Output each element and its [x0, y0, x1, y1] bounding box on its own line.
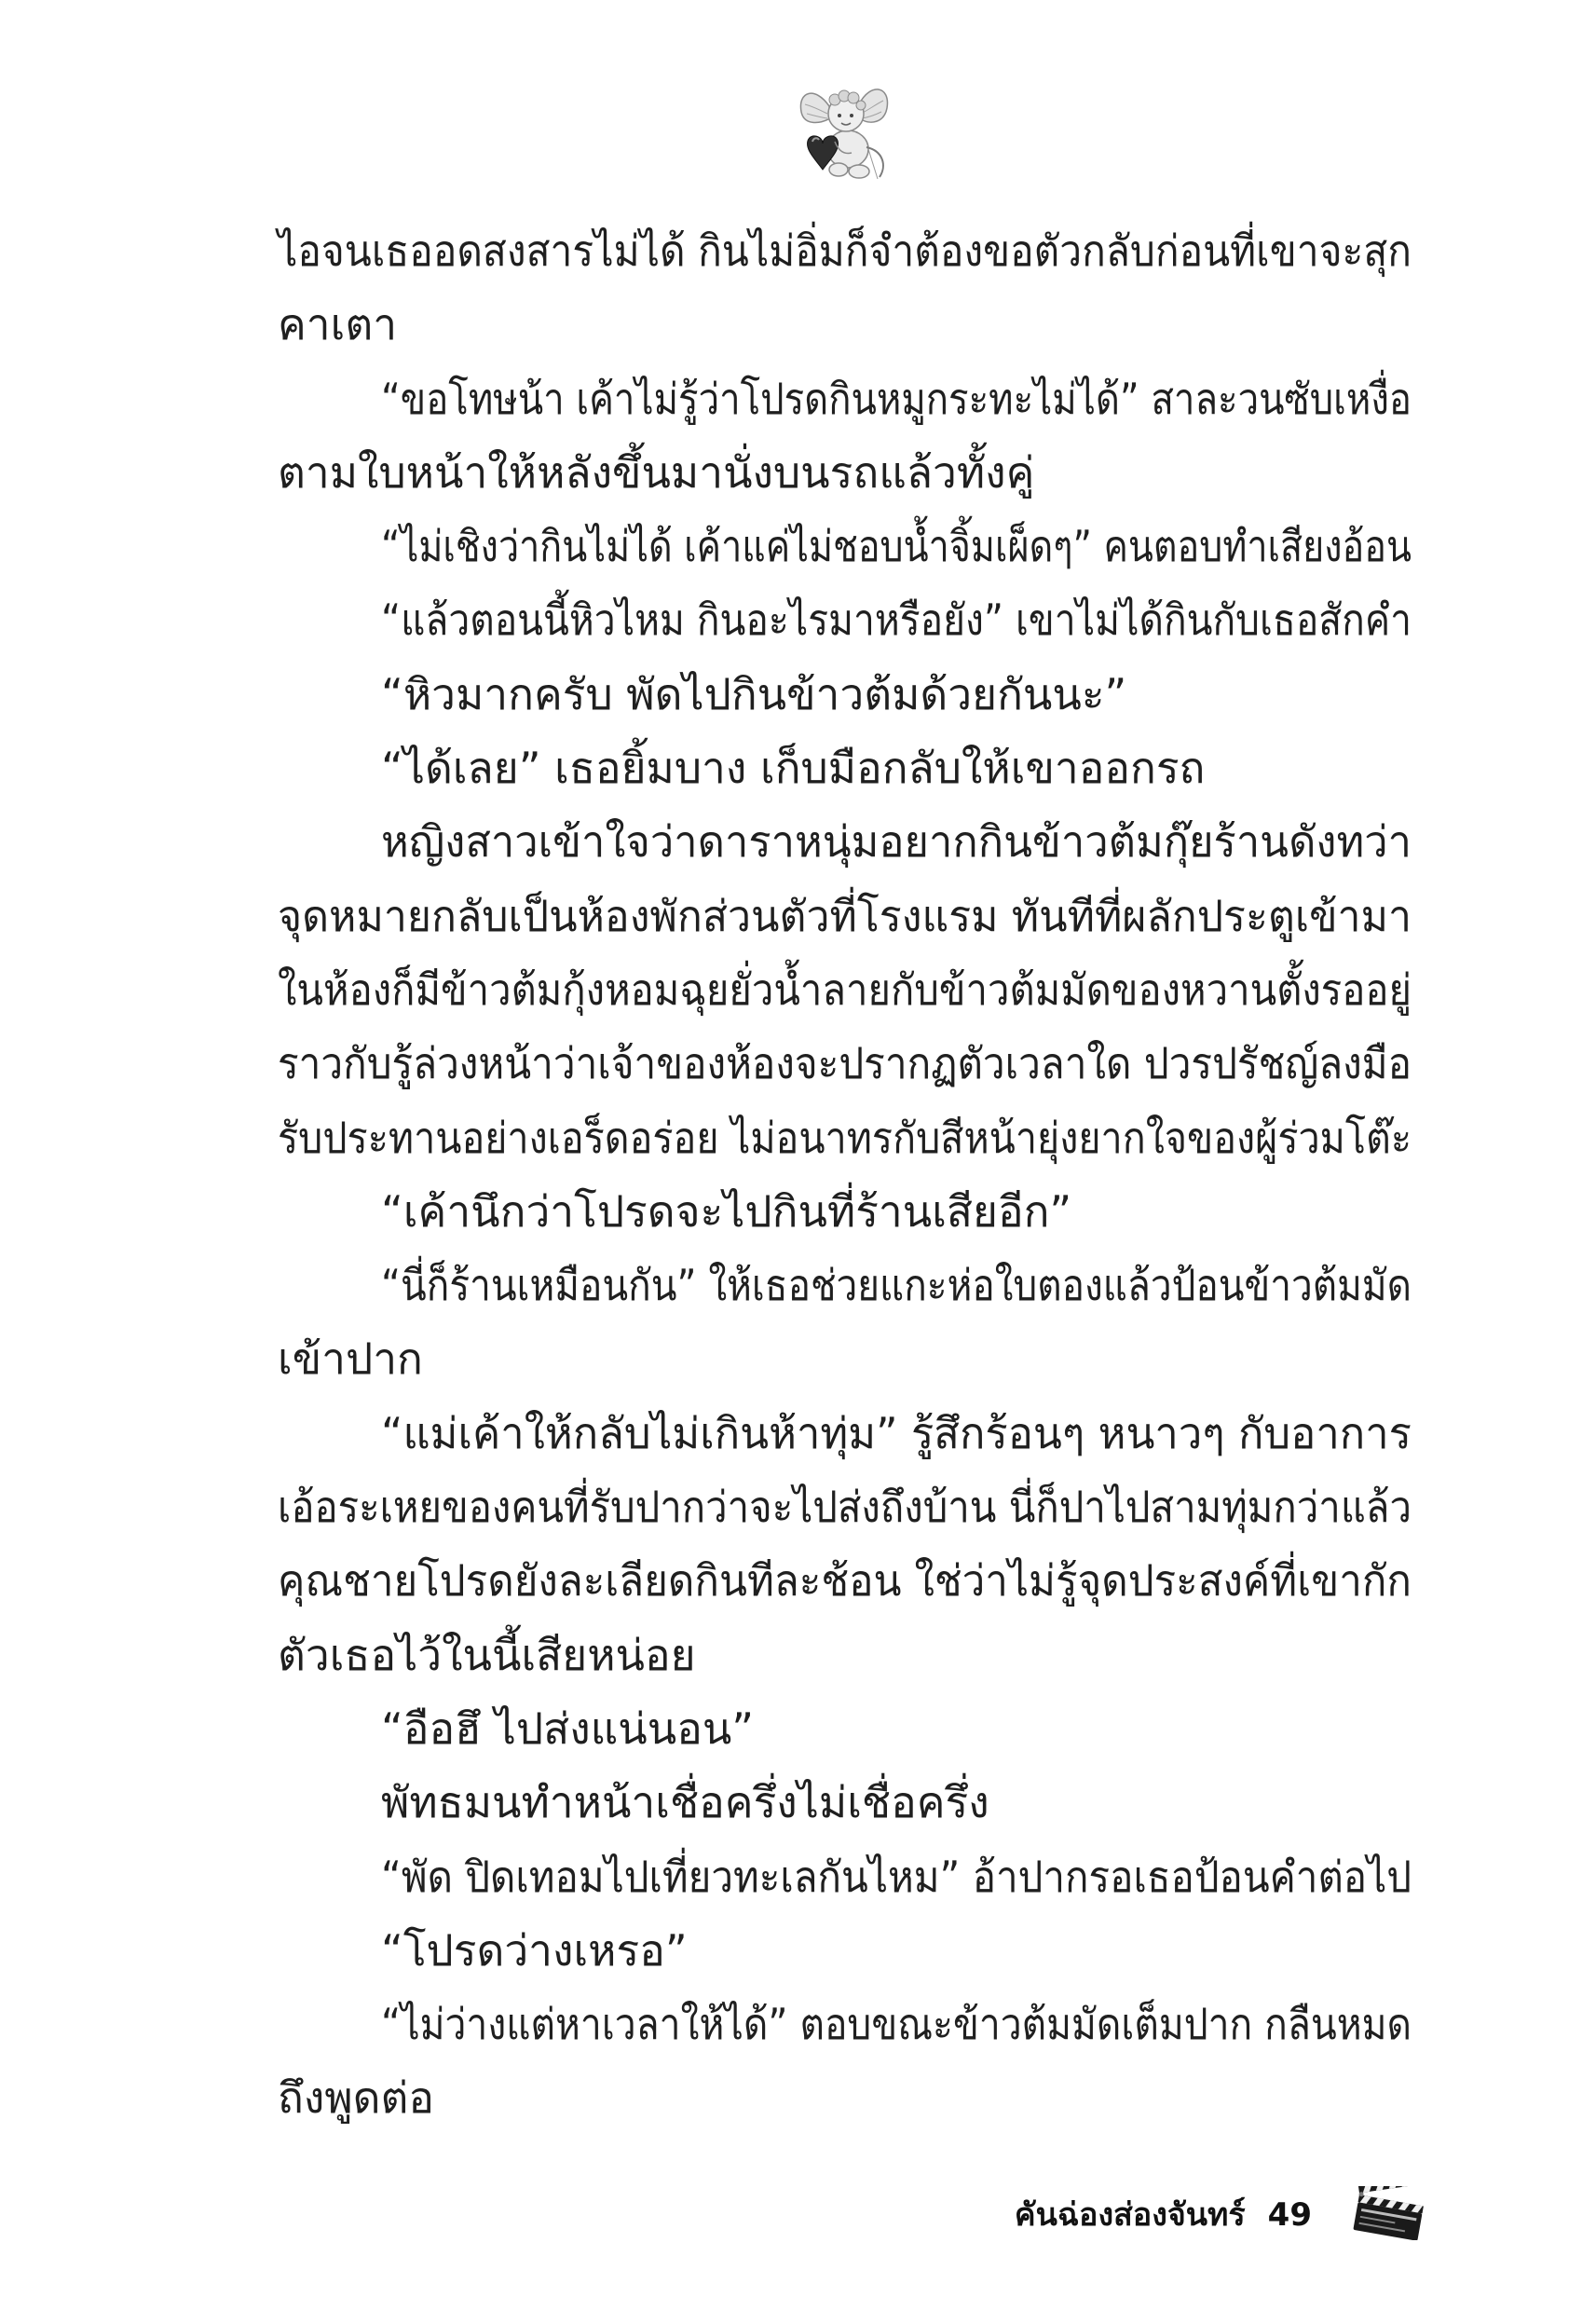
text-line [278, 2061, 1412, 2135]
paragraph [278, 1766, 1412, 1839]
text-line [278, 288, 1412, 362]
text-line [278, 1101, 1412, 1175]
text-line [278, 214, 1412, 288]
text-line [278, 436, 1412, 510]
text-line [278, 1322, 1412, 1396]
page-number: 49 [1267, 2196, 1312, 2234]
text-line [278, 1766, 1412, 1839]
text-line [278, 1914, 1412, 1988]
text-line [278, 583, 1412, 657]
text-line [278, 1619, 1412, 1692]
text-line [278, 1249, 1412, 1322]
text-line [278, 1470, 1412, 1544]
text-line-content: คุณชายโปรดยังละเลียดกินทีละช้อน ใช่ว่าไม่รู้จุดประสงค์ที่เขากัก [278, 1555, 1412, 1607]
text-line-content: เอ้อระเหยของคนที่รับปากว่าจะไปส่งถึงบ้าน นี่ก็ปาไปสามทุ่มกว่าแล้ว [278, 1482, 1412, 1533]
text-line-content: “แม่เค้าให้กลับไม่เกินห้าทุ่ม” รู้สึกร้อนๆ หนาวๆ กับอาการ [381, 1407, 1412, 1458]
text-line [278, 805, 1412, 879]
text-line-content: ถึงพูดต่อ [278, 2072, 435, 2124]
text-line-content: “หิวมากครับ พัดไปกินข้าวต้มด้วยกันนะ” [381, 668, 1127, 719]
paragraph [278, 1175, 1412, 1249]
text-line-content: ราวกับรู้ล่วงหน้าว่าเจ้าของห้องจะปรากฏตัวเวลาใด ปวรปรัชญ์ลงมือ [278, 1038, 1412, 1089]
text-line-content: “ขอโทษน้า เค้าไม่รู้ว่าโปรดกินหมูกระทะไม่ได้” สาละวนซับเหงื่อ [381, 373, 1412, 424]
paragraph [278, 1249, 1412, 1397]
text-line [278, 510, 1412, 583]
paragraph [278, 1692, 1412, 1766]
text-line-content: ตามใบหน้าให้หลังขึ้นมานั่งบนรถแล้วทั้งคู่ [278, 446, 1035, 498]
text-line-content: “เค้านึกว่าโปรดจะไปกินที่ร้านเสียอีก” [381, 1185, 1072, 1237]
text-line [278, 880, 1412, 953]
text-line-content: “อือฮึ ไปส่งแน่นอน” [381, 1702, 755, 1754]
text-line [278, 732, 1412, 805]
paragraph [278, 1988, 1412, 2136]
paragraph [278, 362, 1412, 511]
text-line [278, 1175, 1412, 1249]
paragraph [278, 583, 1412, 657]
paragraph [278, 732, 1412, 805]
text-line-content: “โปรดว่างเหรอ” [381, 1924, 688, 1976]
paragraph [278, 1914, 1412, 1988]
paragraph [278, 1840, 1412, 1914]
text-line-content: ตัวเธอไว้ในนี้เสียหน่อย [278, 1629, 696, 1680]
text-line-content: จุดหมายกลับเป็นห้องพักส่วนตัวที่โรงแรม ทันทีที่ผลักประตูเข้ามา [278, 890, 1412, 941]
text-line-content: “นี่ก็ร้านเหมือนกัน” ให้เธอช่วยแกะห่อใบตองแล้วป้อนข้าวต้มมัด [381, 1260, 1412, 1311]
paragraph [278, 805, 1412, 1174]
text-line-content: “ไม่ว่างแต่หาเวลาให้ได้” ตอบขณะข้าวต้มมัดเต็มปาก กลืนหมด [381, 1999, 1412, 2050]
text-line [278, 1544, 1412, 1618]
cupid-heart-icon [790, 76, 894, 185]
paragraph [278, 658, 1412, 732]
book-title: คันฉ่องส่องจันทร์ [1014, 2196, 1246, 2234]
text-line-content: ในห้องก็มีข้าวต้มกุ้งหอมฉุยยั่วน้ำลายกับข้าวต้มมัดของหวานตั้งรออยู่ [278, 964, 1412, 1015]
clapperboard-icon [1349, 2186, 1427, 2240]
text-line-content: “แล้วตอนนี้หิวไหม กินอะไรมาหรือยัง” เขาไม่ได้กินกับเธอสักคำ [381, 595, 1412, 646]
text-line [278, 1840, 1412, 1914]
text-line [278, 1988, 1412, 2061]
text-line-content: เข้าปาก [278, 1333, 423, 1385]
page-footer [1015, 2190, 1312, 2240]
text-line-content: คาเตา [278, 299, 398, 350]
text-line-content: รับประทานอย่างเอร็ดอร่อย ไม่อนาทรกับสีหน้ายุ่งยากใจของผู้ร่วมโต๊ะ [278, 1112, 1412, 1163]
body-text [278, 214, 1412, 2136]
text-line-content: พัทธมนทำหน้าเชื่อครึ่งไม่เชื่อครึ่ง [381, 1777, 989, 1828]
paragraph [278, 214, 1412, 362]
text-line-content: “ไม่เชิงว่ากินไม่ได้ เค้าแค่ไม่ชอบน้ำจิ้มเผ็ดๆ” คนตอบทำเสียงอ้อน [381, 521, 1412, 572]
paragraph [278, 510, 1412, 583]
text-line-content: หญิงสาวเข้าใจว่าดาราหนุ่มอยากกินข้าวต้มกุ๊ยร้านดังทว่า [381, 816, 1412, 868]
text-line-content: ไอจนเธออดสงสารไม่ได้ กินไม่อิ่มก็จำต้องขอตัวกลับก่อนที่เขาจะสุก [278, 226, 1412, 276]
text-line-content: “ได้เลย” เธอยิ้มบาง เก็บมือกลับให้เขาออกรถ [381, 743, 1206, 794]
text-line [278, 362, 1412, 436]
text-line [278, 953, 1412, 1027]
text-line [278, 1027, 1412, 1101]
text-line-content: “พัด ปิดเทอมไปเที่ยวทะเลกันไหม” อ้าปากรอเธอป้อนคำต่อไป [381, 1851, 1412, 1902]
text-line [278, 658, 1412, 732]
text-line [278, 1397, 1412, 1470]
text-line [278, 1692, 1412, 1766]
paragraph [278, 1397, 1412, 1692]
